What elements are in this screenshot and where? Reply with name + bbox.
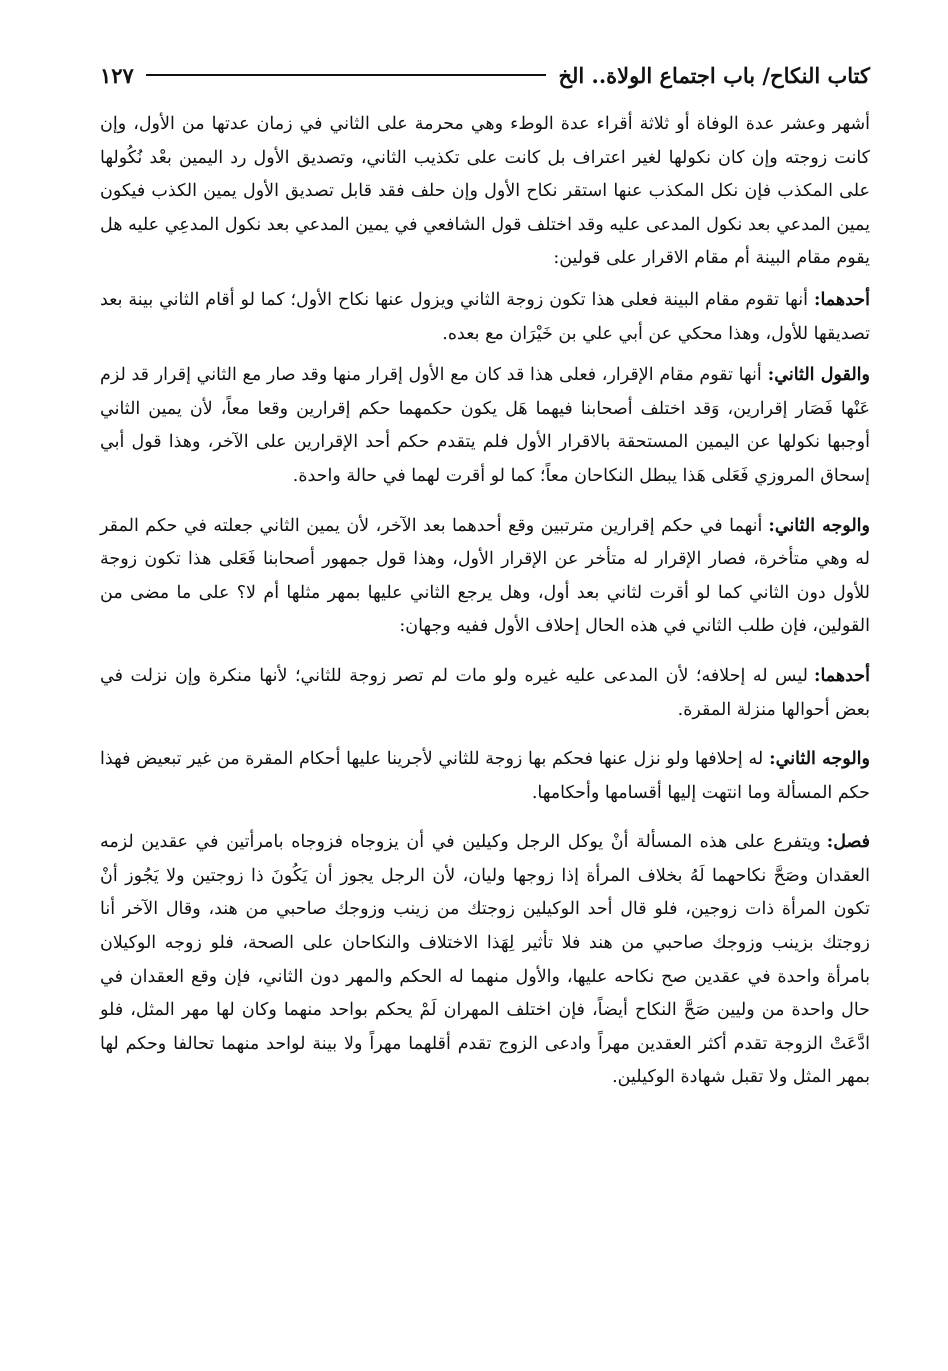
paragraph-1 — [100, 108, 870, 276]
paragraph-7 — [100, 826, 870, 1095]
paragraph-lead: أحدهما: — [813, 289, 870, 310]
paragraph-text: ليس له إحلافه؛ لأن المدعى عليه غيره ولو مات لم تصر زوجة للثاني؛ لأنها منكرة وإن نزلت في بعض أحوالها منزلة المقرة. — [100, 665, 870, 720]
paragraph-text: ويتفرع على هذه المسألة أنْ يوكل الرجل وكيلين في أن يزوجاه فزوجاه بامرأتين في عقدين لزمه العقدان وصَحَّ نكاحهما لَهُ بخلاف المرأة إذا زوجها وليان، لأن الرجل يجوز أن يَكُونَ ذا زوجتين ولا يَجُوز أنْ تكون المرأة ذات زوجين، فلو قال أحد الوكيلين زوجتك من زينب وزوجك صاحبي من هند، وقال الآخر أنا زوجتك بزينب وزوجك صاحبي من هند فلا تأثير لِهَذا الاختلاف والنكاحان على الصحة، فلو زوجه الوكيلان بامرأة واحدة في عقدين صح نكاحه عليها، والأول منهما له الحكم والمهر دون الثاني، فإن وقع العقدان في حال واحدة من وليين صَحَّ النكاح أيضاً، فإن اختلف المهران لَمْ يحكم بواحد منهما وكان لها مهر المثل، فلو ادَّعَتْ الزوجة تقدم أكثر العقدين مهراً وادعى الزوج تقدم أقلهما مهراً ولا بينة لواحد منهما تحالفا وحكم لها بمهر المثل ولا تقبل شهادة الوكيلين. — [100, 832, 870, 1088]
section-heading: فصل: — [826, 832, 870, 853]
paragraph-lead: أحدهما: — [813, 665, 870, 686]
paragraph-4 — [100, 510, 870, 644]
paragraph-text: أنها تقوم مقام البينة فعلى هذا تكون زوجة الثاني ويزول عنها نكاح الأول؛ كما لو أقام الثاني بينة بعد تصديقها للأول، وهذا محكي عن أبي علي بن خَيْرَان مع بعده. — [100, 289, 870, 344]
paragraph-text: أنها تقوم مقام الإقرار، فعلى هذا قد كان مع الأول إقرار منها وقد صار مع الثاني إقرار قد لزم عَنْها فَصَار إقرارين، وَقد اختلف أصحابنا فيهما هَل يكون حكمهما حكم إقرارين وقعا معاً، لأن يمين الثاني أوجبها نكولها عن اليمين المستحقة بالاقرار الأول فلم يتقدم حكم أحد الإقرارين على الآخر، وهذا قول أبي إسحاق المروزي فَعَلى هَذا يبطل النكاحان معاً؛ كما لو أقرت لهما في حالة واحدة. — [100, 365, 870, 486]
paragraph-lead: والوجه الثاني: — [768, 515, 870, 536]
paragraph-5 — [100, 660, 870, 727]
paragraph-6 — [100, 743, 870, 810]
paragraph-3 — [100, 359, 870, 493]
page-number: ١٢٧ — [100, 62, 134, 88]
chapter-title: كتاب النكاح/ باب اجتماع الولاة.. الخ — [558, 62, 870, 88]
paragraph-lead: والوجه الثاني: — [769, 749, 870, 770]
paragraph-text: أشهر وعشر عدة الوفاة أو ثلاثة أقراء عدة الوطء وهي محرمة على الثاني في زمان عدتها من الأول، وإن كانت زوجته وإن كان نكولها لغير اعتراف بل كانت على تكذيب الثاني، وتصديق الأول رد اليمين بعْد نُكُولها على المكذب فإن نكل المكذب عنها استقر نكاح الأول وإن حلف فقد قابل تصديق الأول يمين الكذب فيكون يمين المدعي بعد نكول المدعى عليه وقد اختلف قول الشافعي في يمين المدعي بعد نكول المدعِي عليه هل يقوم مقام البينة أم مقام الاقرار على قولين: — [100, 114, 870, 269]
paragraph-2 — [100, 284, 870, 351]
page-header — [100, 58, 870, 92]
page-body — [100, 108, 870, 1095]
paragraph-text: أنهما في حكم إقرارين مترتبين وقع أحدهما بعد الآخر، لأن يمين الثاني جعلته في حكم المقر له وهي متأخرة، فصار الإقرار له متأخر عن الإقرار الأول، وهذا قول جمهور أصحابنا فَعَلى هذا تكون زوجة للأول دون الثاني كما لو أقرت لثاني بعد أول، وهل يرجع الثاني عليها بمهر مثلها أم لا؟ على ما مضى من القولين، فإن طلب الثاني في هذه الحال إحلاف الأول ففيه وجهان: — [100, 515, 870, 637]
header-rule — [146, 74, 547, 76]
paragraph-text: له إحلافها ولو نزل عنها فحكم بها زوجة للثاني لأجرينا عليها أحكام المقرة من غير تبعيض فهذا حكم المسألة وما انتهت إليها أقسامها وأحكامها. — [100, 749, 870, 803]
paragraph-lead: والقول الثاني: — [767, 365, 870, 386]
